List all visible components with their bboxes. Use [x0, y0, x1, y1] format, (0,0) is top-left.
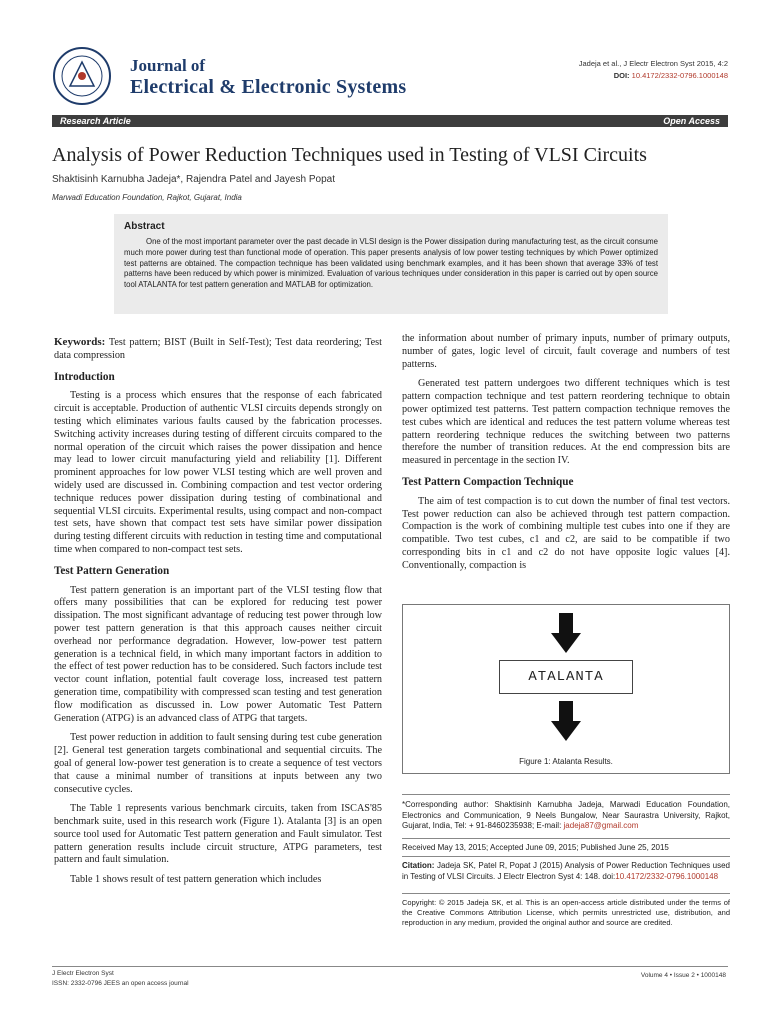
- tpc-heading: Test Pattern Compaction Technique: [402, 475, 574, 488]
- journal-name-line1: Journal of: [130, 56, 206, 75]
- tpg-paragraph-1: Test pattern generation is an important part of the VLSI testing flow that offers many possibilities that can be explored for reducing test power dissipation. The most significant advantage of reducing test power through low power test pattern generation is that this approach causes neither circuit overhead nor performance degradation. However, low-power test pattern generation is a technical field, in which many important factors in addition to the effect of test power reduction has to be considered. Such factors include test vector count inflation, potential fault coverage loss, increased test pattern generation time, compatibility with compressed scan testing and test generation flow modification as discussed in. Low power Automatic Test Pattern Generation (ATPG) is an advanced class of ATPG that targets.: [54, 584, 382, 724]
- right-paragraph-2: Generated test pattern undergoes two different techniques which is test pattern compaction technique and test pattern reordering technique to obtain power optimized test patterns. Test pattern compaction technique removes the test cubes which are identical and reduces the test pattern volume whereas test pattern reordering technique reduces the switching between two patterns therefore the number of transition reduces. At the end compression bits are measured in percentage in the section IV.: [402, 378, 730, 467]
- authors: Shaktisinh Karnubha Jadeja*, Rajendra Patel and Jayesh Popat: [52, 174, 335, 185]
- research-article-label: Research Article: [60, 116, 131, 126]
- citation-note: [402, 861, 730, 882]
- corresponding-text: *Corresponding author: Shaktisinh Karnubha Jadeja, Marwadi Education Foundation, Electronics and Communication, 9 Neels Bungalow, Near Saurastra University, Rajkot, Gujarat, India, Tel: + 91-8460235938; E-mail:: [402, 800, 730, 830]
- footer-issn: ISSN: 2332-0796 JEES an open access journal: [52, 980, 189, 987]
- tpc-paragraph: The aim of test compaction is to cut down the number of final test vectors. Test power reduction can also be achieved through test pattern compaction. Compaction is the work of combining multiple test cubes into one if they are compatible. Two test cubes, c1 and c2, are said to be compatible if two corresponding bits in c1 and c2 do not have opposite logic values [4]. Conventionally, compaction is: [402, 495, 730, 571]
- notes-divider: [402, 794, 730, 795]
- abstract-box: [114, 214, 668, 314]
- tpg-paragraph-4: Table 1 shows result of test pattern generation which includes: [70, 874, 322, 886]
- left-column: [54, 336, 382, 894]
- keywords-text: Test pattern; BIST (Built in Self-Test); Test data reordering; Test data compression: [54, 337, 382, 361]
- notes-divider: [402, 838, 730, 839]
- tpg-paragraph-3: The Table 1 represents various benchmark circuits, taken from ISCAS'85 benchmark suite, used in this research work (Figure 1). Atalanta [3] is an open source tool used for Automatic Test pattern generation and Fault simulator. Test pattern generation results include circuit structure, ATPG parameters, test pattern and fault simulation.: [54, 803, 382, 866]
- right-paragraph-1: the information about number of primary inputs, number of primary outputs, number of gates, logic level of circuit, fault coverage and numbers of test patterns.: [402, 333, 730, 370]
- footer-volume: Volume 4 • Issue 2 • 1000148: [640, 972, 726, 979]
- doi-line: [579, 70, 728, 82]
- article-title: Analysis of Power Reduction Techniques used in Testing of VLSI Circuits: [52, 144, 647, 166]
- tpg-paragraph-2: Test power reduction in addition to fault sensing during test cube generation [2]. General test generation targets combinational and sequential circuits. The goal of general low-power test generation is to create a sequence of test vectors that cause a minimal number of transitions at inputs between any two consecutive cycles.: [54, 732, 382, 795]
- right-column: [402, 333, 730, 580]
- intro-paragraph: Testing is a process which ensures that the response of each fabricated circuit is acceptable. Production of authentic VLSI circuits depends strongly on testing which eliminates various faults caused by the fabrication processes. Switching activity increases during testing of different circuits compared to the normal operation of the circuit which raises the power dissipation and hence may lead to lower circuit manufacturing yield and reliability [1]. Different prominent approaches for low power VLSI testing which are well proven and widely used are discussed in. Combining compaction and test vector ordering technique reduces power dissipation during testing of combinational and sequential VLSI circuits. Experimental results, using compact and non-compact test sets, have shown that compact test sets have similar power dissipation during testing different circuits with reduction in testing time and computational time when compared to non-compact test sets.: [54, 390, 382, 555]
- citation-doi-link[interactable]: 10.4172/2332-0796.1000148: [615, 871, 719, 881]
- header-citation: [579, 58, 728, 82]
- down-arrow-icon: [551, 613, 581, 653]
- footer-divider: [52, 966, 728, 967]
- article-type-bar: [52, 115, 728, 127]
- journal-logo: [52, 46, 112, 106]
- figure-caption: Figure 1: Atalanta Results.: [519, 757, 613, 766]
- abstract-text: One of the most important parameter over the past decade in VLSI design is the Power dissipation during manufacturing test, as the circuit consume much more power during test than functional mode of operation. This paper presents analysis of low power testing techniques by which Power optimized test patterns are obtained. The compaction technique has been validated using benchmark examples, and it has been shown that average 33% of test patterns have been reduced by which power is minimized. Evaluation of various techniques under consideration in this paper is carried out by open source tool ATALANTA for test pattern generation and MATLAB for optimization.: [124, 237, 658, 290]
- author-email[interactable]: jadeja87@gmail.com: [563, 821, 639, 830]
- tpg-heading: Test Pattern Generation: [54, 564, 170, 577]
- copyright: Copyright: © 2015 Jadeja SK, et al. This is an open-access article distributed under the terms of the Creative Commons Attribution License, which permits unrestricted use, distribution, and reproduction in any medium, provided the original author and source are credited.: [402, 898, 730, 927]
- journal-name-line2: Electrical & Electronic Systems: [130, 76, 407, 98]
- down-arrow-icon: [551, 701, 581, 741]
- abstract-heading: Abstract: [124, 221, 165, 232]
- doi-link[interactable]: 10.4172/2332-0796.1000148: [631, 71, 728, 80]
- open-access-label: Open Access: [663, 116, 720, 126]
- intro-heading: Introduction: [54, 370, 115, 383]
- notes-divider: [402, 893, 730, 894]
- keywords-label: Keywords:: [54, 336, 106, 348]
- citation-note-label: Citation:: [402, 861, 435, 870]
- doi-label: DOI:: [613, 71, 630, 80]
- affiliation: Marwadi Education Foundation, Rajkot, Gujarat, India: [52, 193, 242, 202]
- notes-divider: [402, 856, 730, 857]
- atalanta-box: ATALANTA: [499, 660, 633, 694]
- corresponding-author: [402, 800, 730, 832]
- footer-journal: J Electr Electron Syst: [52, 970, 114, 977]
- keywords: [54, 336, 382, 363]
- citation-text: Jadeja et al., J Electr Electron Syst 2015, 4:2: [578, 59, 728, 68]
- dates: Received May 13, 2015; Accepted June 09, 2015; Published June 25, 2015: [402, 843, 669, 852]
- figure-1: [402, 604, 730, 774]
- citation-note-text: Jadeja SK, Patel R, Popat J (2015) Analysis of Power Reduction Techniques used in Testing of VLSI Circuits. J Electr Electron Syst 4: 148. doi:: [402, 861, 730, 881]
